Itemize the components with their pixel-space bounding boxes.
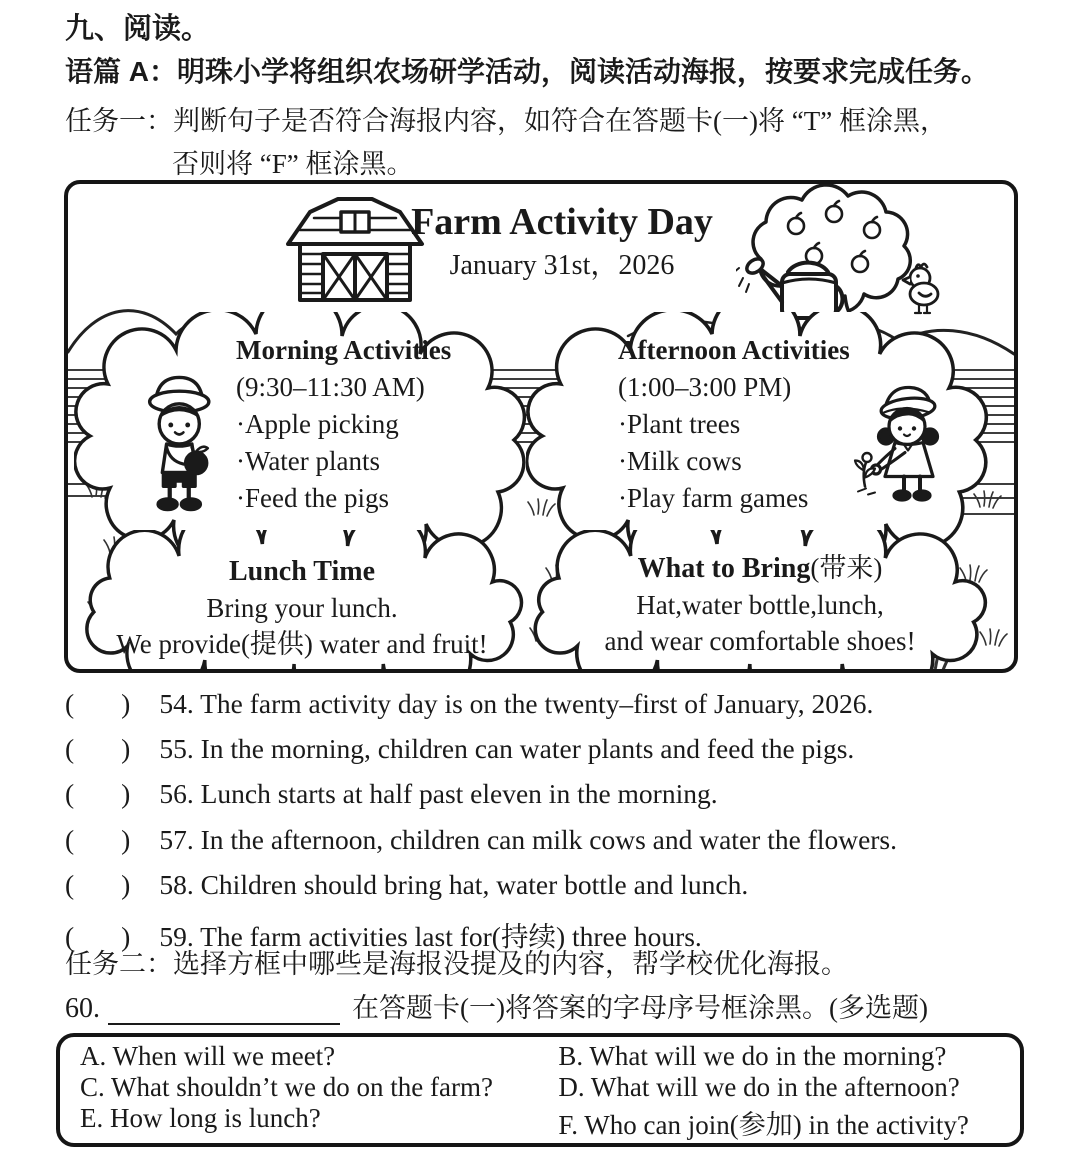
task2-instruction: 任务二：选择方框中哪些是海报没提及的内容，帮学校优化海报。 — [65, 949, 848, 979]
farm-poster — [64, 180, 1018, 673]
answer-bracket-close: ) — [121, 688, 131, 719]
passage-intro: 语篇 A：明珠小学将组织农场研学活动，阅读活动海报，按要求完成任务。 — [65, 56, 990, 87]
option-b: B. What will we do in the morning? — [558, 1041, 947, 1071]
answer-bracket[interactable]: ( — [65, 921, 75, 952]
poster-date: January 31st，2026 — [449, 250, 675, 281]
afternoon-item: ·Milk cows — [618, 446, 742, 476]
question-text: 54. The farm activity day is on the twenty–first of January, 2026. — [159, 688, 874, 719]
question-60-text: 在答题卡(一)将答案的字母序号框涂黑。(多选题) — [352, 993, 928, 1023]
bring-line1: Hat,water bottle,lunch, — [636, 590, 884, 620]
question-60-number: 60. — [65, 993, 100, 1024]
answer-bracket[interactable]: ( — [65, 688, 75, 719]
apple-tree-icon — [736, 184, 951, 326]
task1-instruction-line2: 否则将 “F” 框涂黑。 — [172, 149, 414, 179]
answer-bracket-close: ) — [121, 869, 131, 900]
answer-bracket-close: ) — [121, 824, 131, 855]
option-f: F. Who can join(参加) in the activity? — [558, 1110, 969, 1140]
afternoon-activities-block — [618, 332, 948, 517]
question-row-58 — [65, 869, 748, 901]
option-a: A. When will we meet? — [80, 1041, 336, 1071]
answer-bracket[interactable]: ( — [65, 824, 75, 855]
option-e: E. How long is lunch? — [80, 1103, 321, 1133]
morning-activities-block — [236, 332, 531, 517]
morning-item: ·Feed the pigs — [236, 483, 389, 513]
lunch-time-block — [96, 554, 508, 662]
poster-title-block — [356, 200, 768, 283]
lunch-line1: Bring your lunch. — [206, 593, 398, 623]
answer-bracket-close: ) — [121, 778, 131, 809]
answer-blank[interactable] — [108, 993, 340, 1025]
option-c: C. What shouldn’t we do on the farm? — [80, 1072, 493, 1102]
answer-bracket[interactable]: ( — [65, 778, 75, 809]
answer-bracket[interactable]: ( — [65, 869, 75, 900]
bring-title-suffix: (带来) — [810, 553, 883, 583]
question-text: 59. The farm activities last for(持续) three hours. — [159, 921, 702, 952]
morning-time: (9:30–11:30 AM) — [236, 372, 425, 402]
answer-bracket-close: ) — [121, 733, 131, 764]
question-text: 58. Children should bring hat, water bottle and lunch. — [159, 869, 749, 900]
afternoon-time: (1:00–3:00 PM) — [618, 372, 792, 402]
question-row-55 — [65, 733, 854, 765]
bring-line2: and wear comfortable shoes! — [604, 626, 916, 656]
morning-title: Morning Activities — [236, 335, 452, 365]
what-to-bring-block — [542, 550, 978, 659]
question-text: 55. In the morning, children can water plants and feed the pigs. — [159, 733, 855, 764]
morning-item: ·Apple picking — [236, 409, 399, 439]
section-title: 九、阅读。 — [65, 13, 211, 45]
question-row-56 — [65, 778, 718, 810]
lunch-title: Lunch Time — [228, 556, 375, 587]
bring-title: What to Bring — [637, 553, 811, 584]
options-box — [56, 1033, 1024, 1147]
answer-bracket-close: ) — [121, 921, 131, 952]
answer-bracket[interactable]: ( — [65, 733, 75, 764]
task1-instruction-line1: 任务一：判断句子是否符合海报内容，如符合在答题卡(一)将 “T” 框涂黑， — [65, 106, 947, 136]
lunch-line2: We provide(提供) water and fruit! — [116, 629, 488, 659]
option-d: D. What will we do in the afternoon? — [558, 1072, 960, 1102]
afternoon-item: ·Play farm games — [618, 483, 809, 513]
afternoon-title: Afternoon Activities — [618, 335, 850, 365]
afternoon-item: ·Plant trees — [618, 409, 741, 439]
poster-title: Farm Activity Day — [411, 201, 713, 243]
boy-picking-apple-icon — [128, 370, 240, 518]
question-text: 57. In the afternoon, children can milk cows and water the flowers. — [159, 824, 898, 855]
bring-title-line — [542, 550, 978, 587]
question-text: 56. Lunch starts at half past eleven in the morning. — [159, 778, 718, 809]
morning-item: ·Water plants — [236, 446, 381, 476]
question-60-row — [65, 986, 928, 1025]
question-row-57 — [65, 824, 897, 856]
question-row-54 — [65, 688, 873, 720]
